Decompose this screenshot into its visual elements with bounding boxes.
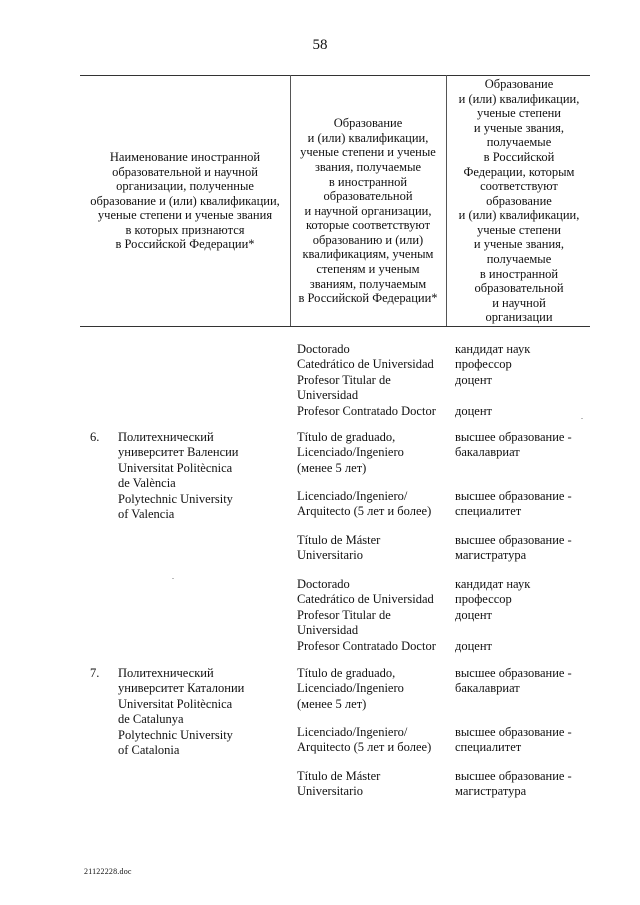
scan-mark — [581, 418, 583, 419]
foreign-qualification — [297, 489, 431, 520]
header-col-foreign-org — [82, 76, 288, 326]
text-line: de Catalunya — [118, 712, 184, 727]
foreign-qualification — [297, 666, 404, 712]
text-line: бакалавриат — [455, 445, 520, 460]
header-line: организации, полученные — [116, 179, 254, 194]
text-line: профессор — [455, 357, 512, 372]
text-line: Polytechnic University — [118, 491, 233, 506]
text-line: Universitario — [297, 548, 363, 563]
top-russian-qualification — [455, 342, 530, 419]
text-line: университет Валенсии — [118, 445, 239, 460]
foreign-qualification — [297, 533, 380, 564]
footer-doc-id: 21122228.doc — [84, 867, 132, 876]
header-line: ученые степени — [476, 106, 561, 121]
header-line: званиям, получаемым — [309, 276, 427, 291]
text-line: Licenciado/Ingeniero — [297, 681, 404, 696]
top-foreign-qualification — [297, 342, 436, 419]
text-line: специалитет — [455, 740, 522, 755]
foreign-qualification — [297, 725, 431, 756]
page-number: 58 — [312, 37, 328, 53]
header-line: и (или) квалификации, — [458, 208, 580, 223]
russian-qualification — [455, 769, 572, 800]
text-line: профессор — [455, 592, 512, 607]
text-line: Arquitecto (5 лет и более) — [297, 504, 432, 519]
text-line: Universitat Politècnica — [118, 696, 233, 711]
header-line: Образование — [484, 76, 554, 91]
text-line: (менее 5 лет) — [297, 696, 367, 711]
header-line: звания, получаемые — [314, 159, 422, 174]
header-line: в Российской — [483, 149, 555, 164]
text-line: доцент — [455, 607, 492, 622]
text-line: Licenciado/Ingeniero — [297, 445, 404, 460]
russian-qualification — [455, 430, 572, 461]
text-line: Licenciado/Ingeniero/ — [297, 725, 408, 739]
text-line: Arquitecto (5 лет и более) — [297, 740, 432, 755]
text-line: специалитет — [455, 504, 522, 519]
russian-qualification — [455, 666, 572, 697]
russian-qualification — [455, 577, 530, 654]
foreign-qualification — [297, 577, 436, 654]
header-line: получаемые — [486, 135, 552, 150]
header-line: образовательной — [474, 281, 564, 296]
header-line: в которых признаются — [125, 222, 245, 237]
entry-number: 6. — [90, 430, 100, 444]
scan-mark — [172, 578, 174, 579]
text-line: кандидат наук — [455, 342, 531, 356]
text-line: Universidad — [297, 388, 359, 403]
header-divider-2 — [446, 75, 447, 326]
header-line: образование и (или) квалификации, — [90, 193, 280, 208]
header-line: и научной организации, — [304, 203, 432, 218]
header-bottom-rule — [80, 326, 590, 327]
text-line: высшее образование - — [455, 533, 572, 547]
header-line: и ученые звания, — [473, 120, 565, 135]
header-col-russian-qualification — [448, 76, 590, 326]
header-divider-1 — [290, 75, 291, 326]
header-line: которые соответствуют — [305, 218, 431, 233]
header-line: организации — [485, 310, 553, 325]
text-line: высшее образование - — [455, 430, 572, 444]
header-line: образованию и (или) — [312, 232, 424, 247]
header-col-foreign-qualification — [292, 76, 444, 326]
text-line: Licenciado/Ingeniero/ — [297, 489, 408, 503]
text-line: Título de Máster — [297, 769, 381, 783]
entry-org-name — [118, 430, 239, 522]
header-line: и (или) квалификации, — [458, 91, 580, 106]
text-line: Polytechnic University — [118, 727, 233, 742]
text-line: Título de graduado, — [297, 666, 396, 680]
text-line: доцент — [455, 372, 492, 387]
header-line: Наименование иностранной — [109, 149, 261, 164]
header-line: в Российской Федерации* — [298, 291, 438, 306]
text-line: Universitat Politècnica — [118, 460, 233, 475]
header-line: и научной — [492, 295, 546, 310]
entry-number: 7. — [90, 666, 100, 680]
text-line: Profesor Titular de — [297, 607, 391, 622]
header-line: получаемые — [486, 252, 552, 267]
foreign-qualification — [297, 769, 380, 800]
russian-qualification — [455, 489, 572, 520]
header-line: ученые степени и ученые — [300, 145, 436, 160]
text-line: Universitario — [297, 784, 363, 799]
text-line: Universidad — [297, 623, 359, 638]
text-line: бакалавриат — [455, 681, 520, 696]
header-line: и (или) квалификации, — [307, 130, 429, 145]
text-line: доцент — [455, 638, 492, 653]
header-line: квалификациям, ученым — [302, 247, 434, 262]
header-line: Федерации, которым — [463, 164, 575, 179]
text-line: de València — [118, 476, 176, 491]
text-line: высшее образование - — [455, 666, 572, 680]
header-line: ученые степени — [476, 222, 561, 237]
text-line: высшее образование - — [455, 489, 572, 503]
header-line: соответствуют — [480, 179, 558, 194]
header-line: ученые степени и ученые звания — [97, 208, 273, 223]
header-line: образовательной — [323, 189, 413, 204]
text-line: Doctorado — [297, 577, 350, 591]
text-line: Título de Máster — [297, 533, 381, 547]
russian-qualification — [455, 725, 572, 756]
header-line: и ученые звания, — [473, 237, 565, 252]
header-line: в Российской Федерации* — [115, 237, 255, 252]
entry-org-name — [118, 666, 244, 758]
header-line: в иностранной — [479, 266, 559, 281]
text-line: Политехнический — [118, 430, 214, 444]
text-line: Profesor Contratado Doctor — [297, 403, 436, 418]
text-line: высшее образование - — [455, 725, 572, 739]
text-line: кандидат наук — [455, 577, 531, 591]
header-line: в иностранной — [328, 174, 408, 189]
text-line: Политехнический — [118, 666, 214, 680]
text-line: Doctorado — [297, 342, 350, 356]
text-line: магистратура — [455, 548, 527, 563]
text-line: of Valencia — [118, 507, 175, 522]
text-line: доцент — [455, 403, 492, 418]
text-line: Título de graduado, — [297, 430, 396, 444]
header-line: образование — [486, 193, 552, 208]
foreign-qualification — [297, 430, 404, 476]
header-line: Образование — [333, 116, 403, 131]
text-line: Profesor Contratado Doctor — [297, 638, 436, 653]
text-line: of Catalonia — [118, 743, 180, 758]
text-line: Catedrático de Universidad — [297, 357, 434, 372]
text-line: Catedrático de Universidad — [297, 592, 434, 607]
text-line: высшее образование - — [455, 769, 572, 783]
text-line: университет Каталонии — [118, 681, 245, 696]
russian-qualification — [455, 533, 572, 564]
header-line: образовательной и научной — [112, 164, 258, 179]
text-line: магистратура — [455, 784, 527, 799]
header-line: степеням и ученым — [316, 262, 420, 277]
text-line: Profesor Titular de — [297, 372, 391, 387]
text-line: (менее 5 лет) — [297, 460, 367, 475]
